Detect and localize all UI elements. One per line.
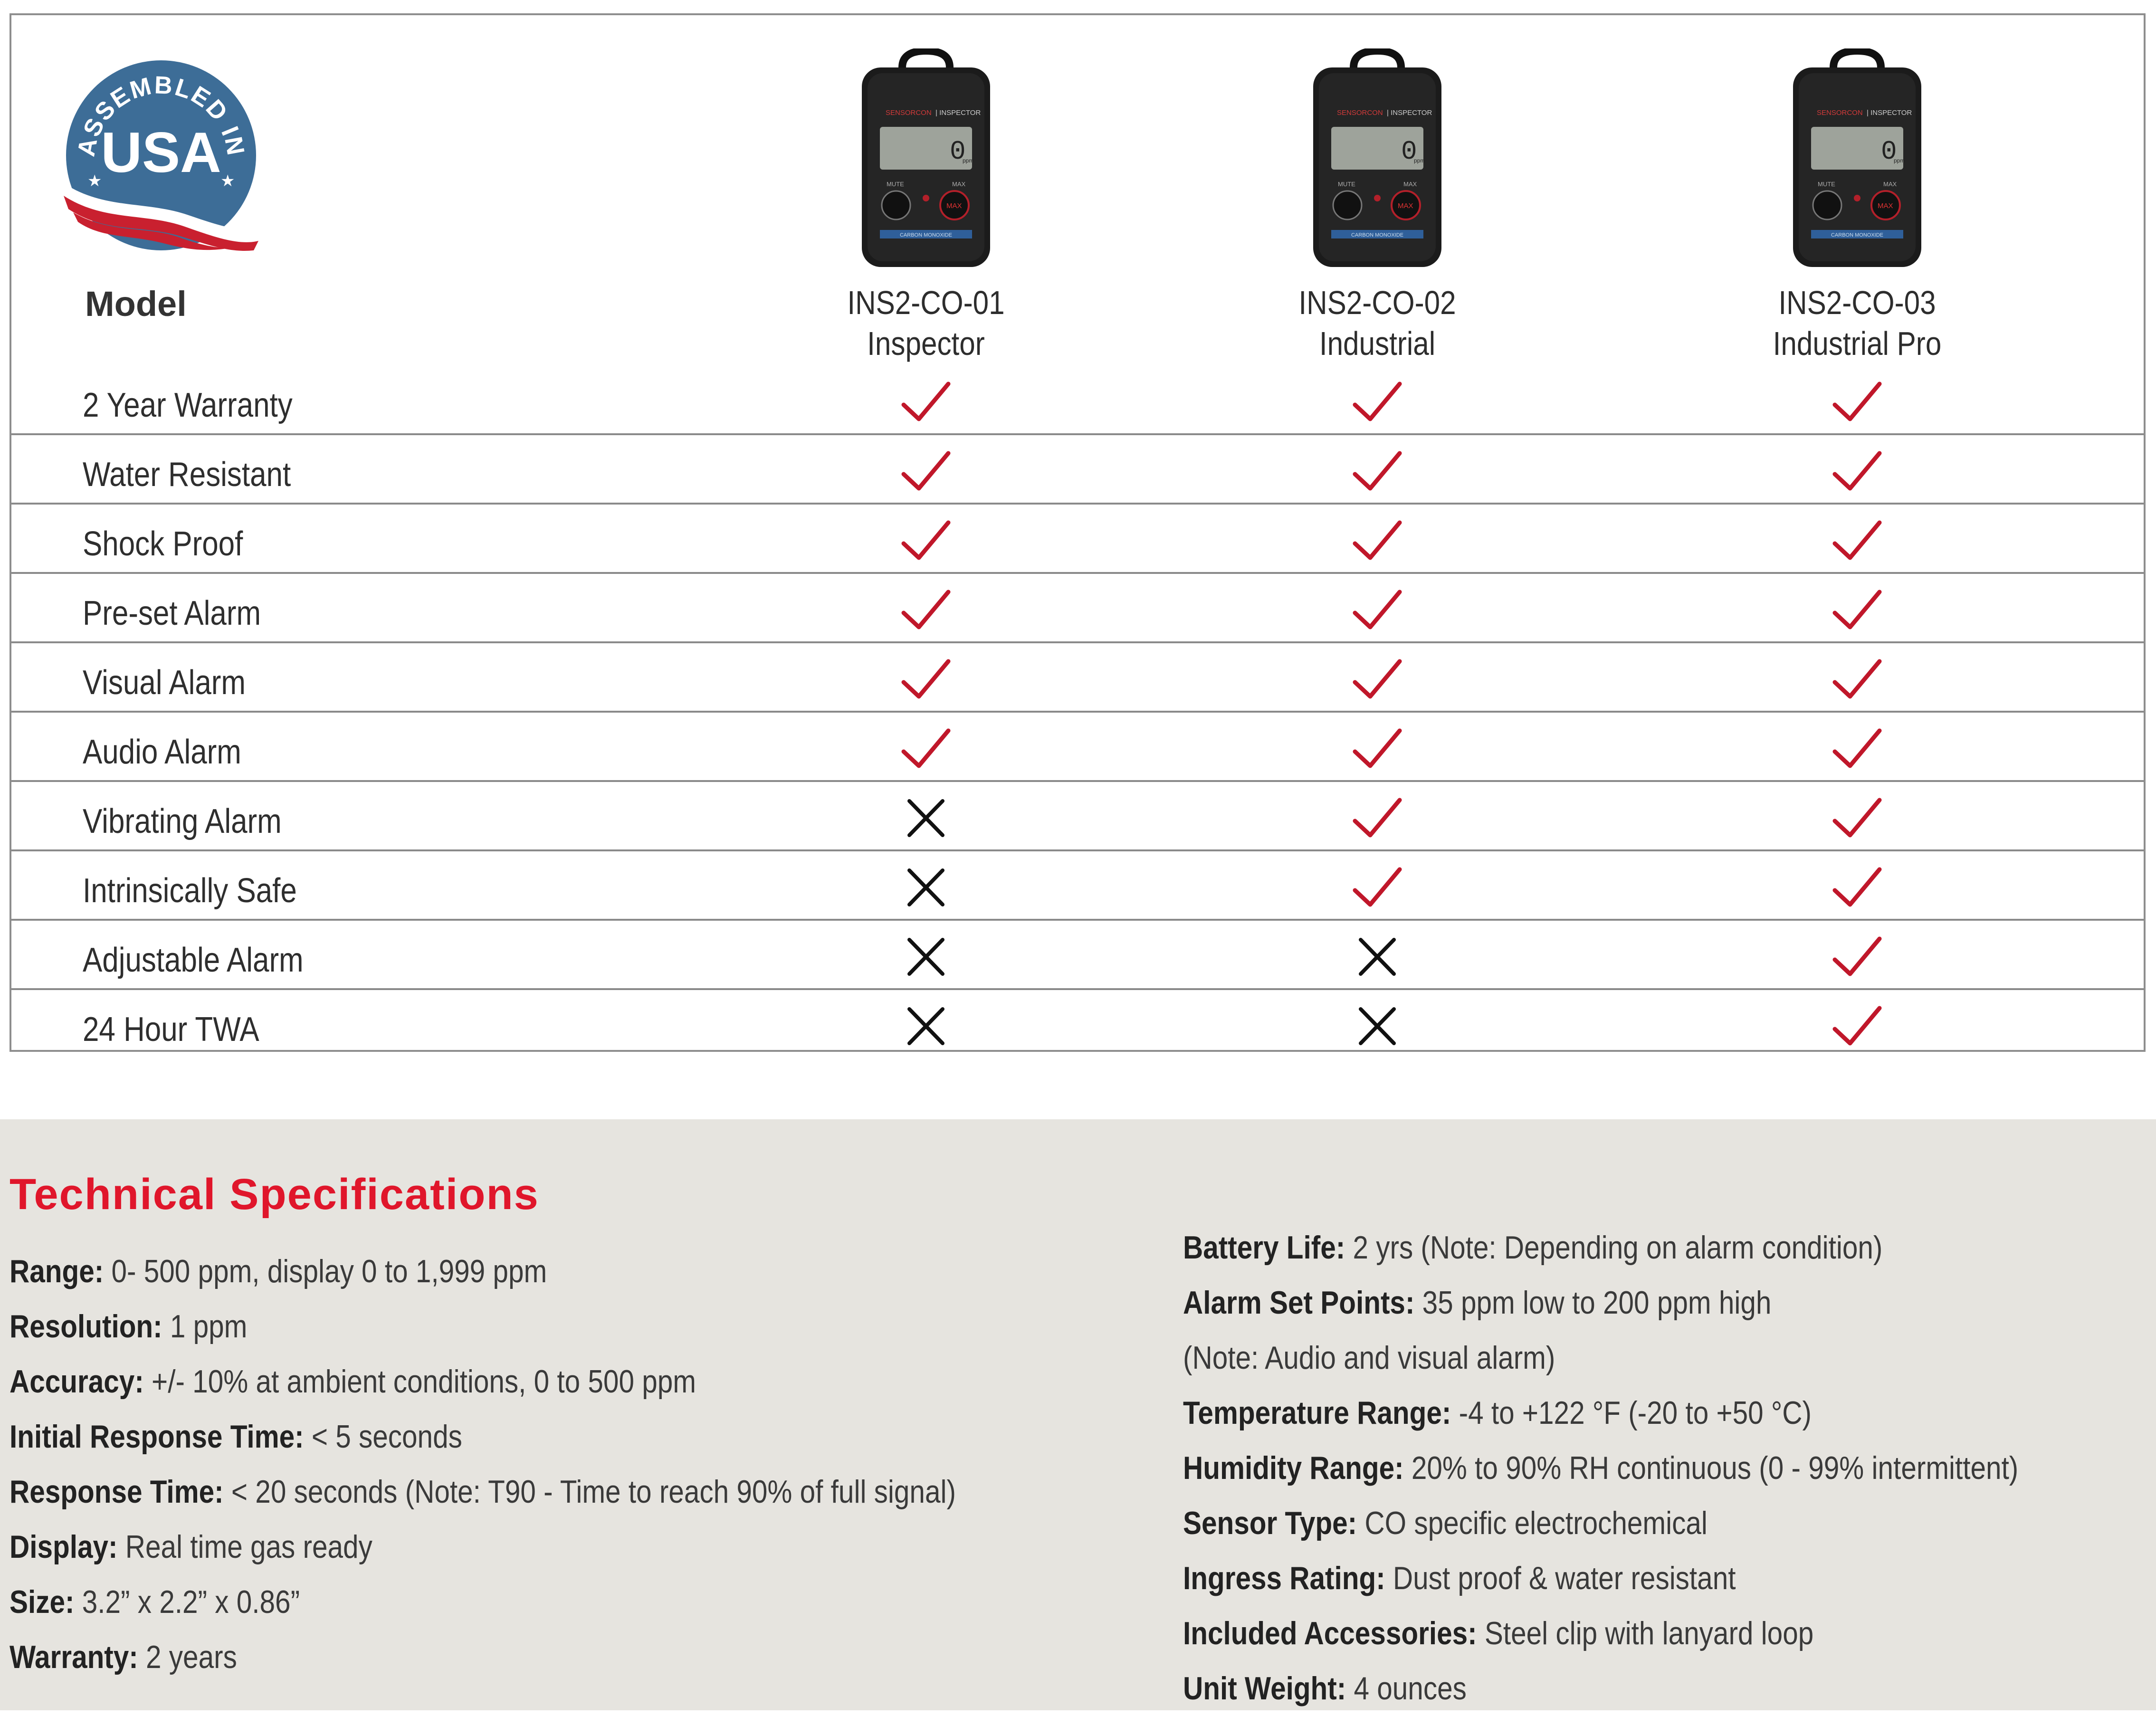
checkmark-icon bbox=[900, 378, 952, 426]
checkmark-icon bbox=[1351, 656, 1403, 703]
svg-text:CARBON MONOXIDE: CARBON MONOXIDE bbox=[899, 232, 953, 238]
spec-line bbox=[1183, 1496, 2018, 1551]
spec-label: Resolution: bbox=[10, 1308, 162, 1344]
feature-label: 2 Year Warranty bbox=[83, 386, 293, 424]
spec-line bbox=[10, 1354, 956, 1409]
feature-row bbox=[11, 923, 2144, 990]
svg-text:0: 0 bbox=[1401, 136, 1417, 167]
svg-text:ppm: ppm bbox=[1414, 157, 1425, 164]
spec-value: Steel clip with lanyard loop bbox=[1477, 1615, 1814, 1651]
checkmark-icon bbox=[1351, 448, 1403, 495]
technical-specifications bbox=[0, 1119, 2156, 1710]
spec-line bbox=[1183, 1440, 2018, 1496]
feature-label: Visual Alarm bbox=[83, 664, 246, 702]
checkmark-icon bbox=[900, 517, 952, 564]
row-divider bbox=[11, 849, 2144, 851]
row-divider bbox=[11, 641, 2144, 643]
checkmark-icon bbox=[1831, 378, 1883, 426]
row-divider bbox=[11, 780, 2144, 782]
specs-title: Technical Specifications bbox=[10, 1170, 539, 1219]
spec-value: Dust proof & water resistant bbox=[1385, 1560, 1736, 1596]
gas-detector-image bbox=[1308, 48, 1446, 272]
svg-text:MUTE: MUTE bbox=[887, 181, 904, 188]
svg-text:CARBON MONOXIDE: CARBON MONOXIDE bbox=[1351, 232, 1404, 238]
svg-text:ASSEMBLED IN: ASSEMBLED IN bbox=[72, 71, 250, 159]
svg-text:MAX: MAX bbox=[952, 181, 966, 188]
spec-label: Humidity Range: bbox=[1183, 1450, 1404, 1486]
spec-label: Display: bbox=[10, 1529, 118, 1565]
cross-icon bbox=[900, 794, 952, 842]
svg-text:ppm: ppm bbox=[963, 157, 974, 164]
checkmark-icon bbox=[1351, 586, 1403, 634]
spec-label: Accuracy: bbox=[10, 1363, 144, 1400]
checkmark-icon bbox=[1351, 725, 1403, 772]
spec-value: +/- 10% at ambient conditions, 0 to 500 ppm bbox=[143, 1363, 696, 1400]
spec-label: Unit Weight: bbox=[1183, 1670, 1346, 1706]
feature-row bbox=[11, 645, 2144, 713]
spec-value: Real time gas ready bbox=[117, 1529, 372, 1565]
checkmark-icon bbox=[1831, 725, 1883, 772]
svg-text:SENSORCON: SENSORCON bbox=[1337, 109, 1383, 117]
spec-label: Included Accessories: bbox=[1183, 1615, 1477, 1651]
spec-value: 3.2” x 2.2” x 0.86” bbox=[74, 1584, 300, 1620]
spec-line bbox=[1183, 1551, 2018, 1606]
feature-label: Adjustable Alarm bbox=[83, 941, 304, 979]
svg-text:0: 0 bbox=[950, 136, 966, 167]
spec-line bbox=[10, 1244, 956, 1299]
feature-label: Water Resistant bbox=[83, 456, 291, 494]
spec-line bbox=[10, 1574, 956, 1630]
spec-label: Temperature Range: bbox=[1183, 1395, 1451, 1431]
spec-value: 0- 500 ppm, display 0 to 1,999 ppm bbox=[104, 1253, 547, 1289]
checkmark-icon bbox=[1831, 448, 1883, 495]
svg-text:USA: USA bbox=[101, 121, 221, 184]
row-divider bbox=[11, 433, 2144, 435]
spec-label: Warranty: bbox=[10, 1639, 138, 1675]
feature-row bbox=[11, 576, 2144, 643]
svg-text:MAX: MAX bbox=[946, 202, 962, 210]
spec-label: Initial Response Time: bbox=[10, 1419, 304, 1455]
spec-label: Alarm Set Points: bbox=[1183, 1285, 1415, 1321]
row-divider bbox=[11, 988, 2144, 990]
comparison-table bbox=[10, 13, 2146, 1052]
feature-label: Vibrating Alarm bbox=[83, 802, 282, 840]
gas-detector-image bbox=[857, 48, 995, 272]
svg-text:SENSORCON: SENSORCON bbox=[1817, 109, 1863, 117]
svg-text:ppm: ppm bbox=[1894, 157, 1905, 164]
svg-text:0: 0 bbox=[1881, 136, 1897, 167]
checkmark-icon bbox=[900, 656, 952, 703]
spec-line bbox=[1183, 1220, 2018, 1275]
checkmark-icon bbox=[1351, 794, 1403, 842]
row-divider bbox=[11, 503, 2144, 505]
svg-text:CARBON MONOXIDE: CARBON MONOXIDE bbox=[1831, 232, 1884, 238]
svg-text:MAX: MAX bbox=[1878, 202, 1893, 210]
checkmark-icon bbox=[1351, 517, 1403, 564]
cross-icon bbox=[900, 933, 952, 981]
spec-line bbox=[10, 1299, 956, 1354]
model-header-label: Model bbox=[85, 284, 187, 324]
product-code: INS2-CO-01 bbox=[847, 284, 1005, 321]
product-column-2 bbox=[1259, 48, 1496, 364]
spec-line bbox=[1183, 1661, 2018, 1716]
svg-text:MAX: MAX bbox=[1883, 181, 1897, 188]
svg-text:MUTE: MUTE bbox=[1818, 181, 1835, 188]
spec-label: Ingress Rating: bbox=[1183, 1560, 1385, 1596]
row-divider bbox=[11, 572, 2144, 574]
spec-value: 2 yrs (Note: Depending on alarm condition) bbox=[1345, 1230, 1883, 1266]
checkmark-icon bbox=[900, 448, 952, 495]
spec-value: 1 ppm bbox=[162, 1308, 248, 1344]
feature-row bbox=[11, 437, 2144, 505]
feature-label: Shock Proof bbox=[83, 525, 243, 563]
spec-value: CO specific electrochemical bbox=[1357, 1505, 1708, 1541]
checkmark-icon bbox=[1351, 864, 1403, 911]
specs-right-column bbox=[1183, 1220, 2155, 1716]
spec-value: -4 to +122 °F (-20 to +50 °C) bbox=[1451, 1395, 1812, 1431]
spec-value: < 5 seconds bbox=[304, 1419, 462, 1455]
spec-line bbox=[1183, 1275, 2018, 1330]
svg-text:★: ★ bbox=[220, 172, 235, 190]
spec-line bbox=[1183, 1330, 2018, 1385]
spec-line bbox=[1183, 1606, 2018, 1661]
checkmark-icon bbox=[1351, 378, 1403, 426]
svg-text:| INSPECTOR: | INSPECTOR bbox=[1387, 109, 1432, 117]
checkmark-icon bbox=[1831, 933, 1883, 981]
checkmark-icon bbox=[1831, 794, 1883, 842]
spec-line bbox=[10, 1519, 956, 1574]
specs-left-column bbox=[10, 1244, 1110, 1685]
cross-icon bbox=[900, 1002, 952, 1050]
checkmark-icon bbox=[900, 586, 952, 634]
spec-label: Sensor Type: bbox=[1183, 1505, 1357, 1541]
svg-text:MUTE: MUTE bbox=[1338, 181, 1355, 188]
cross-icon bbox=[900, 864, 952, 911]
checkmark-icon bbox=[1831, 586, 1883, 634]
feature-row bbox=[11, 784, 2144, 851]
spec-label: Response Time: bbox=[10, 1474, 224, 1510]
cross-icon bbox=[1351, 1002, 1403, 1050]
spec-value: < 20 seconds (Note: T90 - Time to reach 90% of full signal) bbox=[223, 1474, 956, 1510]
product-code: INS2-CO-02 bbox=[1298, 284, 1456, 321]
product-name: Industrial Pro bbox=[1773, 325, 1942, 362]
spec-label: Battery Life: bbox=[1183, 1230, 1345, 1266]
product-name: Industrial bbox=[1319, 325, 1436, 362]
svg-text:| INSPECTOR: | INSPECTOR bbox=[935, 109, 981, 117]
product-name: Inspector bbox=[867, 325, 985, 362]
checkmark-icon bbox=[1831, 517, 1883, 564]
row-divider bbox=[11, 711, 2144, 713]
svg-text:SENSORCON: SENSORCON bbox=[886, 109, 932, 117]
svg-text:| INSPECTOR: | INSPECTOR bbox=[1867, 109, 1912, 117]
checkmark-icon bbox=[900, 725, 952, 772]
svg-text:MAX: MAX bbox=[1403, 181, 1417, 188]
feature-label: 24 Hour TWA bbox=[83, 1011, 259, 1049]
feature-label: Pre-set Alarm bbox=[83, 594, 261, 632]
spec-line bbox=[10, 1464, 956, 1519]
product-column-1 bbox=[807, 48, 1045, 364]
feature-label: Audio Alarm bbox=[83, 733, 241, 771]
spec-value: 2 years bbox=[138, 1639, 237, 1675]
gas-detector-image bbox=[1788, 48, 1926, 272]
feature-row bbox=[11, 992, 2144, 1059]
spec-value: 35 ppm low to 200 ppm high bbox=[1414, 1285, 1772, 1321]
product-column-3 bbox=[1738, 48, 1976, 364]
row-divider bbox=[11, 919, 2144, 921]
spec-value: 4 ounces bbox=[1346, 1670, 1467, 1706]
svg-text:★: ★ bbox=[87, 172, 102, 190]
spec-line bbox=[1183, 1385, 2018, 1440]
checkmark-icon bbox=[1831, 1002, 1883, 1050]
spec-value: 20% to 90% RH continuous (0 - 99% intermittent) bbox=[1403, 1450, 2019, 1486]
svg-text:MAX: MAX bbox=[1398, 202, 1413, 210]
cross-icon bbox=[1351, 933, 1403, 981]
feature-label: Intrinsically Safe bbox=[83, 872, 297, 910]
product-code: INS2-CO-03 bbox=[1778, 284, 1936, 321]
checkmark-icon bbox=[1831, 864, 1883, 911]
spec-value: (Note: Audio and visual alarm) bbox=[1183, 1340, 1555, 1376]
spec-line bbox=[10, 1630, 956, 1685]
feature-row bbox=[11, 715, 2144, 782]
spec-label: Size: bbox=[10, 1584, 75, 1620]
spec-label: Range: bbox=[10, 1253, 104, 1289]
feature-row bbox=[11, 506, 2144, 574]
assembled-in-usa-badge bbox=[59, 58, 263, 253]
feature-row bbox=[11, 368, 2144, 435]
checkmark-icon bbox=[1831, 656, 1883, 703]
feature-row bbox=[11, 853, 2144, 921]
spec-line bbox=[10, 1409, 956, 1464]
